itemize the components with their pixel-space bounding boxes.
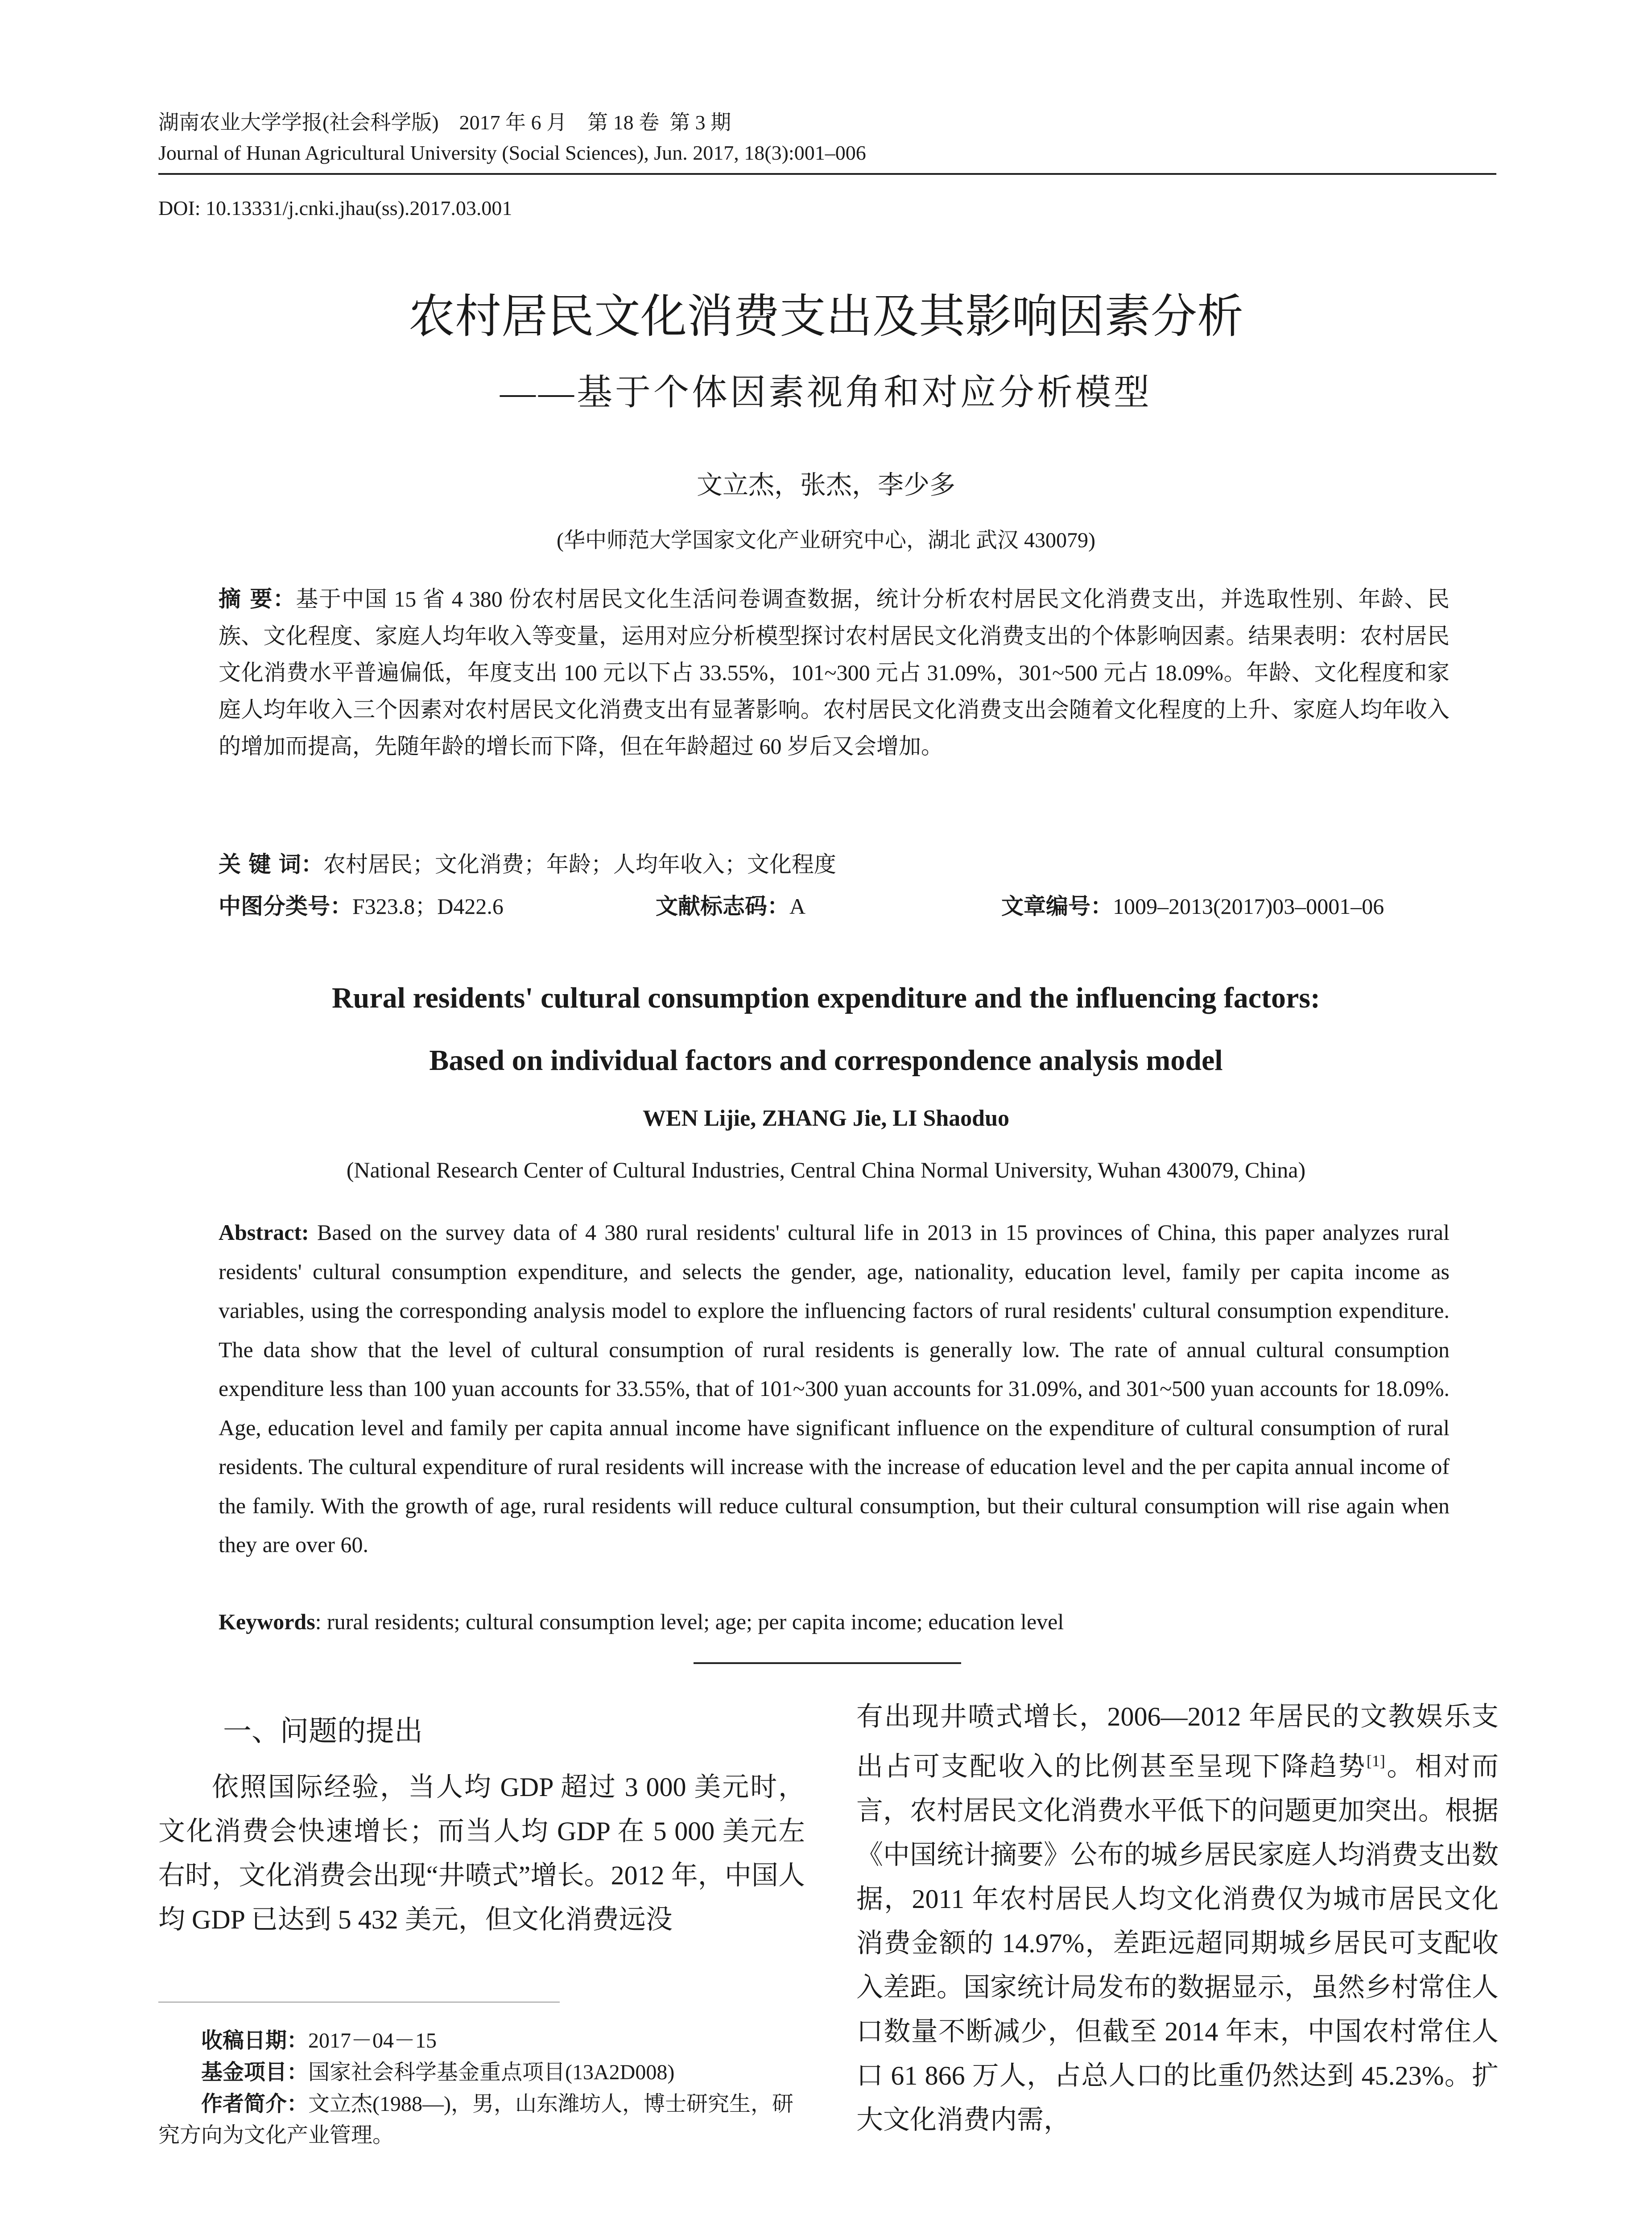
bio-label: 作者简介： <box>201 2091 309 2116</box>
abstract-en-text: Based on the survey data of 4 380 rural residents' cultural life in 2013 in 15 provinces of China, this paper analyzes rural residents' cultural consumption expenditure, and selects the gender, age, nationality, education level, family per capita income as variables, using the corresponding analysis model to explore the influencing factors of rural residents' cultural consumption expenditure. The data show that the level of cultural consumption of rural residents is generally low. The rate of annual cultural consumption expenditure less than 100 yuan accounts for 33.55%, that of 101~300 yuan accounts for 31.09%, and 301~500 yuan accounts for 18.09%. Age, education level and family per capita annual income have significant influence on the expenditure of cultural consumption of rural residents. The cultural expenditure of rural residents will increase with the increase of education level and the per capita annual income of the family. With the growth of age, rural residents will reduce cultural consumption, but their cultural consumption will rise again when they are over 60. <box>219 1220 1450 1557</box>
abstract-en-label: Abstract: <box>219 1220 309 1245</box>
authors-en: WEN Lijie, ZHANG Jie, LI Shaoduo <box>642 1106 1010 1131</box>
footnote-bio <box>158 2088 805 2151</box>
classification-value: F323.8；D422.6 <box>352 894 504 919</box>
footnote-fund <box>158 2057 805 2088</box>
bio-text: 文立杰(1988—)，男，山东潍坊人，博士研究生，研究方向为文化产业管理。 <box>158 2092 793 2147</box>
body-text-part2: 。相对而言，农村居民文化消费水平低下的问题更加突出。根据《中国统计摘要》公布的城乡居民家庭人均消费支出数据，2011 年农村居民人均文化消费仅为城市居民文化消费金额的 14.97%，差距远超同期城乡居民可支配收入差距。国家统计局发布的数据显示，虽然乡村常住人口数量不断减少，但截至 2014 年末，中国农村常住人口 61 866 万人，占总人口的比重仍然达到 45.23%。扩大文化消费内需， <box>856 1752 1499 2135</box>
paper-subtitle: ——基于个体因素视角和对应分析模型 <box>500 373 1152 413</box>
paper-title: 农村居民文化消费支出及其影响因素分析 <box>408 289 1243 343</box>
abstract-separator <box>694 1662 961 1664</box>
abstract-zh-text: 基于中国 15 省 4 380 份农村居民文化生活问卷调查数据，统计分析农村居民文化消费支出，并选取性别、年龄、民族、文化程度、家庭人均年收入等变量，运用对应分析模型探讨农村居民文化消费支出的个体影响因素。结果表明：农村居民文化消费水平普遍偏低，年度支出 100 元以下占 33.55%，101~300 元占 31.09%，301~500 元占 18.09%。年龄、文化程度和家庭人均年收入三个因素对农村居民文化消费支出有显著影响。农村居民文化消费支出会随着文化程度的上升、家庭人均年收入的增加而提高，先随年龄的增长而下降，但在年龄超过 60 岁后又会增加。 <box>219 586 1450 759</box>
keywords-en-text: : rural residents; cultural consumption level; age; per capita income; education level <box>315 1609 1064 1634</box>
footnotes <box>158 2025 805 2151</box>
keywords-en-label: Keywords <box>219 1609 315 1634</box>
footnote-received <box>158 2025 805 2057</box>
document-code-label: 文献标志码： <box>656 893 789 919</box>
received-date: 2017－04－15 <box>308 2029 437 2052</box>
fund-text: 国家社会科学基金重点项目(13A2D008) <box>308 2061 675 2084</box>
section-heading: 一、问题的提出 <box>223 1715 423 1748</box>
article-number-label: 文章编号： <box>1001 893 1113 919</box>
keywords-en <box>219 1609 1450 1635</box>
received-label: 收稿日期： <box>201 2028 309 2053</box>
journal-header-en: Journal of Hunan Agricultural University (Social Sciences), Jun. 2017, 18(3):001–006 <box>158 141 866 164</box>
fund-label: 基金项目： <box>201 2060 309 2085</box>
keywords-zh-text: 农村居民；文化消费；年龄；人均年收入；文化程度 <box>323 852 836 877</box>
doi: DOI: 10.13331/j.cnki.jhau(ss).2017.03.001 <box>158 197 512 219</box>
document-code-value: A <box>789 894 806 919</box>
abstract-zh-label: 摘 要： <box>219 586 296 612</box>
body-column-left <box>158 1765 805 1942</box>
article-number-value: 1009–2013(2017)03–0001–06 <box>1113 894 1384 919</box>
keywords-zh-label: 关 键 词： <box>219 851 323 877</box>
citation-1[interactable]: [1] <box>1366 1752 1385 1770</box>
authors: 文立杰，张杰，李少多 <box>696 470 955 500</box>
affiliation-en: (National Research Center of Cultural Industries, Central China Normal University, Wuhan 430079, China) <box>346 1157 1306 1182</box>
abstract-en <box>219 1213 1450 1565</box>
document-code <box>656 888 805 921</box>
article-number <box>1001 888 1384 921</box>
title-en-line2: Based on individual factors and correspondence analysis model <box>429 1044 1223 1077</box>
classification-number <box>219 888 504 921</box>
keywords-zh <box>219 847 1450 879</box>
title-en-line1: Rural residents' cultural consumption expenditure and the influencing factors: <box>332 982 1320 1014</box>
affiliation: (华中师范大学国家文化产业研究中心，湖北 武汉 430079) <box>557 529 1095 552</box>
header-rule <box>158 173 1496 175</box>
body-column-right <box>856 1695 1499 2142</box>
abstract-zh <box>219 581 1450 765</box>
body-text-part1: 有出现井喷式增长，2006—2012 年居民的文教娱乐支出占可支配收入的比例甚至呈现下降趋势 <box>856 1702 1499 1781</box>
body-paragraph-continued <box>856 1695 1499 2142</box>
footnote-rule <box>158 2002 560 2003</box>
journal-header-zh: 湖南农业大学学报(社会科学版) 2017 年 6 月 第 18 卷 第 3 期 <box>158 111 731 134</box>
body-paragraph: 依照国际经验，当人均 GDP 超过 3 000 美元时，文化消费会快速增长；而当人均 GDP 在 5 000 美元左右时，文化消费会出现“井喷式”增长。2012 年，中国人均 GDP 已达到 5 432 美元，但文化消费远没 <box>158 1772 805 1934</box>
classification-label: 中图分类号： <box>219 893 352 919</box>
